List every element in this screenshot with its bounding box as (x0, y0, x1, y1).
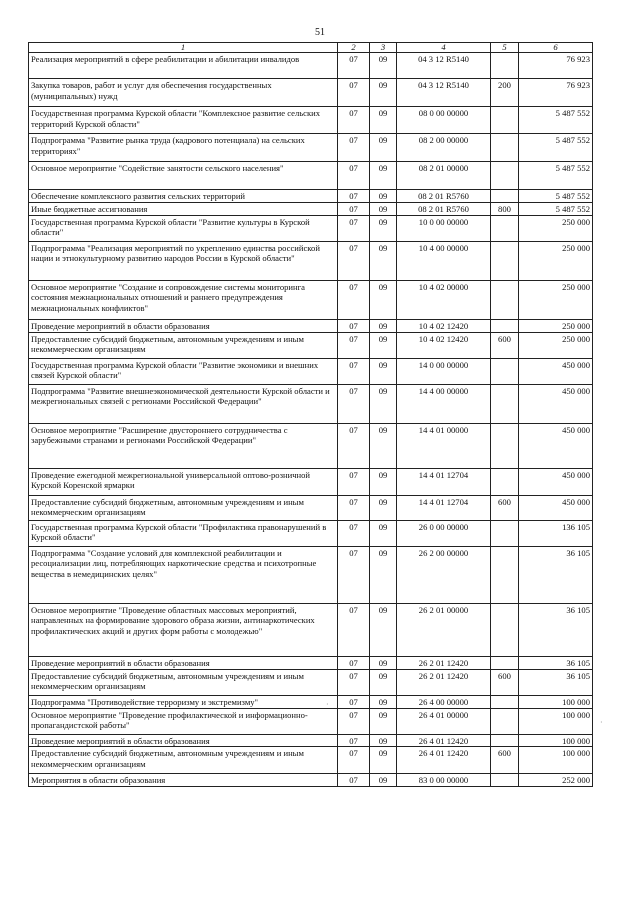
row-sum: 100 000 (519, 734, 593, 747)
row-vr (491, 162, 519, 190)
row-rz: 07 (338, 747, 370, 774)
row-sum: 100 000 (519, 747, 593, 774)
row-name: Мероприятия в области образования (29, 774, 338, 787)
row-csr: 10 0 00 00000 (397, 215, 491, 241)
row-name: Основное мероприятие "Проведение профилактической и информационно-пропагандистской работы" (29, 708, 338, 734)
row-name: Основное мероприятие "Расширение двустороннего сотрудничества с зарубежными странами и регионами Российской Федерации" (29, 423, 338, 468)
row-csr: 10 4 02 12420 (397, 319, 491, 332)
row-csr: 08 0 00 00000 (397, 107, 491, 134)
row-pr: 09 (370, 423, 397, 468)
row-csr: 04 3 12 R5140 (397, 79, 491, 107)
row-vr (491, 708, 519, 734)
row-rz: 07 (338, 603, 370, 656)
table-row (29, 520, 593, 546)
row-csr: 08 2 01 00000 (397, 162, 491, 190)
row-name: Проведение мероприятий в области образования (29, 734, 338, 747)
row-pr: 09 (370, 734, 397, 747)
row-vr (491, 215, 519, 241)
row-csr: 26 4 01 12420 (397, 747, 491, 774)
row-sum: 250 000 (519, 319, 593, 332)
row-rz: 07 (338, 656, 370, 669)
row-csr: 14 4 01 00000 (397, 423, 491, 468)
row-name: Обеспечение комплексного развития сельских территорий (29, 190, 338, 203)
row-rz: 07 (338, 468, 370, 495)
table-row (29, 215, 593, 241)
row-name: Подпрограмма "Развитие внешнеэкономической деятельности Курской области и межрегиональных связей с регионами Российской Федерации" (29, 384, 338, 423)
row-rz: 07 (338, 423, 370, 468)
row-name: Основное мероприятие "Проведение областных массовых мероприятий, направленных на формирование здорового образа жизни, антинаркотических профилактических акций и других форм работы с молодежью" (29, 603, 338, 656)
row-csr: 04 3 12 R5140 (397, 53, 491, 79)
row-pr: 09 (370, 215, 397, 241)
row-name: Иные бюджетные ассигнования (29, 203, 338, 216)
row-csr: 14 4 01 12704 (397, 468, 491, 495)
row-sum: 450 000 (519, 468, 593, 495)
table-row (29, 79, 593, 107)
table-row (29, 134, 593, 162)
row-csr: 26 4 01 12420 (397, 734, 491, 747)
row-name: Проведение ежегодной межрегиональной универсальной оптово-розничной Курской Коренской ярмарки (29, 468, 338, 495)
row-sum: 36 105 (519, 603, 593, 656)
table-row (29, 384, 593, 423)
row-csr: 08 2 01 R5760 (397, 203, 491, 216)
row-vr: 600 (491, 495, 519, 520)
row-rz: 07 (338, 107, 370, 134)
table-row (29, 546, 593, 603)
table-row (29, 241, 593, 280)
row-pr: 09 (370, 53, 397, 79)
page-number: 51 (315, 27, 325, 38)
scan-speck: · (600, 718, 603, 727)
column-header: 4 (397, 43, 491, 53)
row-vr (491, 520, 519, 546)
row-vr (491, 319, 519, 332)
row-rz: 07 (338, 774, 370, 787)
row-sum: 36 105 (519, 546, 593, 603)
column-header: 2 (338, 43, 370, 53)
row-csr: 14 0 00 00000 (397, 358, 491, 384)
row-rz: 07 (338, 190, 370, 203)
row-name: Проведение мероприятий в области образования (29, 319, 338, 332)
row-sum: 450 000 (519, 358, 593, 384)
row-name: Предоставление субсидий бюджетным, автономным учреждениям и иным некоммерческим организациям (29, 332, 338, 358)
row-rz: 07 (338, 332, 370, 358)
row-vr (491, 384, 519, 423)
row-name: Государственная программа Курской области "Комплексное развитие сельских территорий Курской области" (29, 107, 338, 134)
table-row (29, 669, 593, 695)
row-vr (491, 546, 519, 603)
table-row (29, 190, 593, 203)
row-pr: 09 (370, 695, 397, 708)
row-sum: 250 000 (519, 332, 593, 358)
row-name: Подпрограмма "Развитие рынка труда (кадрового потенциала) на сельских территориях" (29, 134, 338, 162)
row-sum: 5 487 552 (519, 134, 593, 162)
row-vr: 600 (491, 747, 519, 774)
row-csr: 26 2 01 12420 (397, 669, 491, 695)
row-pr: 09 (370, 774, 397, 787)
row-sum: 136 105 (519, 520, 593, 546)
row-vr (491, 423, 519, 468)
table-row (29, 423, 593, 468)
row-vr (491, 468, 519, 495)
row-rz: 07 (338, 241, 370, 280)
row-pr: 09 (370, 546, 397, 603)
row-rz: 07 (338, 134, 370, 162)
row-csr: 26 4 01 00000 (397, 708, 491, 734)
row-rz: 07 (338, 203, 370, 216)
column-number-row (29, 43, 593, 53)
row-name: Основное мероприятие "Создание и сопровождение системы мониторинга состояния межнациональных отношений и раннего предупреждения межнациональных конфликтов" (29, 280, 338, 319)
row-pr: 09 (370, 134, 397, 162)
row-sum: 5 487 552 (519, 203, 593, 216)
row-pr: 09 (370, 520, 397, 546)
table-row (29, 708, 593, 734)
row-pr: 09 (370, 468, 397, 495)
row-pr: 09 (370, 384, 397, 423)
row-vr: 800 (491, 203, 519, 216)
row-pr: 09 (370, 495, 397, 520)
row-vr (491, 603, 519, 656)
row-rz: 07 (338, 79, 370, 107)
row-rz: 07 (338, 520, 370, 546)
table-row (29, 774, 593, 787)
row-sum: 252 000 (519, 774, 593, 787)
row-vr (491, 358, 519, 384)
row-pr: 09 (370, 708, 397, 734)
row-name: Проведение мероприятий в области образования (29, 656, 338, 669)
row-sum: 5 487 552 (519, 107, 593, 134)
table-row (29, 332, 593, 358)
row-vr (491, 774, 519, 787)
row-sum: 450 000 (519, 384, 593, 423)
table-row (29, 656, 593, 669)
row-sum: 450 000 (519, 495, 593, 520)
row-sum: 36 105 (519, 669, 593, 695)
row-vr: 600 (491, 332, 519, 358)
scan-speck: · (326, 700, 329, 709)
row-name: Предоставление субсидий бюджетным, автономным учреждениям и иным некоммерческим организациям (29, 495, 338, 520)
budget-table (28, 42, 593, 787)
column-header: 3 (370, 43, 397, 53)
row-pr: 09 (370, 280, 397, 319)
row-sum: 250 000 (519, 215, 593, 241)
row-sum: 450 000 (519, 423, 593, 468)
row-sum: 76 923 (519, 53, 593, 79)
row-vr (491, 241, 519, 280)
row-sum: 76 923 (519, 79, 593, 107)
row-vr (491, 734, 519, 747)
row-name: Государственная программа Курской области "Развитие культуры в Курской области" (29, 215, 338, 241)
table-row (29, 695, 593, 708)
table-row (29, 53, 593, 79)
column-header: 1 (29, 43, 338, 53)
row-csr: 14 4 00 00000 (397, 384, 491, 423)
row-name: Государственная программа Курской области "Развитие экономики и внешних связей Курской области" (29, 358, 338, 384)
table-row (29, 319, 593, 332)
row-rz: 07 (338, 162, 370, 190)
table-row (29, 107, 593, 134)
row-csr: 10 4 00 00000 (397, 241, 491, 280)
table-row (29, 603, 593, 656)
row-pr: 09 (370, 747, 397, 774)
row-name: Подпрограмма "Реализация мероприятий по укреплению единства российской нации и этнокультурному развитию народов России в Курской области" (29, 241, 338, 280)
row-rz: 07 (338, 695, 370, 708)
row-csr: 26 2 01 00000 (397, 603, 491, 656)
row-vr (491, 280, 519, 319)
row-csr: 83 0 00 00000 (397, 774, 491, 787)
table-row (29, 747, 593, 774)
row-rz: 07 (338, 546, 370, 603)
row-csr: 08 2 01 R5760 (397, 190, 491, 203)
row-rz: 07 (338, 495, 370, 520)
row-rz: 07 (338, 319, 370, 332)
row-csr: 26 2 00 00000 (397, 546, 491, 603)
table-row (29, 495, 593, 520)
row-pr: 09 (370, 241, 397, 280)
row-csr: 14 4 01 12704 (397, 495, 491, 520)
table-row (29, 734, 593, 747)
row-vr (491, 107, 519, 134)
row-sum: 5 487 552 (519, 162, 593, 190)
row-name: Подпрограмма "Создание условий для комплексной реабилитации и ресоциализации лиц, потребляющих наркотические средства и психотропные вещества в немедицинских целях" (29, 546, 338, 603)
row-csr: 08 2 00 00000 (397, 134, 491, 162)
row-pr: 09 (370, 669, 397, 695)
row-csr: 26 2 01 12420 (397, 656, 491, 669)
row-csr: 10 4 02 12420 (397, 332, 491, 358)
row-csr: 26 0 00 00000 (397, 520, 491, 546)
row-rz: 07 (338, 53, 370, 79)
row-pr: 09 (370, 319, 397, 332)
row-pr: 09 (370, 656, 397, 669)
row-vr (491, 190, 519, 203)
row-pr: 09 (370, 162, 397, 190)
row-pr: 09 (370, 358, 397, 384)
row-pr: 09 (370, 79, 397, 107)
row-vr (491, 134, 519, 162)
row-name: Закупка товаров, работ и услуг для обеспечения государственных (муниципальных) нужд (29, 79, 338, 107)
table-row (29, 468, 593, 495)
row-csr: 26 4 00 00000 (397, 695, 491, 708)
row-sum: 100 000 (519, 708, 593, 734)
row-pr: 09 (370, 107, 397, 134)
row-sum: 36 105 (519, 656, 593, 669)
column-header: 5 (491, 43, 519, 53)
table-row (29, 358, 593, 384)
row-pr: 09 (370, 603, 397, 656)
row-rz: 07 (338, 384, 370, 423)
row-rz: 07 (338, 358, 370, 384)
table-row (29, 162, 593, 190)
row-vr (491, 695, 519, 708)
row-name: Подпрограмма "Противодействие терроризму и экстремизму" (29, 695, 338, 708)
row-name: Предоставление субсидий бюджетным, автономным учреждениям и иным некоммерческим организациям (29, 747, 338, 774)
row-sum: 5 487 552 (519, 190, 593, 203)
row-rz: 07 (338, 215, 370, 241)
row-vr (491, 53, 519, 79)
table-row (29, 203, 593, 216)
row-rz: 07 (338, 734, 370, 747)
row-rz: 07 (338, 669, 370, 695)
table-row (29, 280, 593, 319)
row-name: Предоставление субсидий бюджетным, автономным учреждениям и иным некоммерческим организациям (29, 669, 338, 695)
row-name: Реализация мероприятий в сфере реабилитации и абилитации инвалидов (29, 53, 338, 79)
row-pr: 09 (370, 190, 397, 203)
row-sum: 100 000 (519, 695, 593, 708)
row-vr (491, 656, 519, 669)
row-name: Основное мероприятие "Содействие занятости сельского населения" (29, 162, 338, 190)
row-rz: 07 (338, 280, 370, 319)
row-rz: 07 (338, 708, 370, 734)
row-vr: 200 (491, 79, 519, 107)
row-csr: 10 4 02 00000 (397, 280, 491, 319)
row-sum: 250 000 (519, 280, 593, 319)
column-header: 6 (519, 43, 593, 53)
row-sum: 250 000 (519, 241, 593, 280)
row-pr: 09 (370, 203, 397, 216)
row-vr: 600 (491, 669, 519, 695)
row-name: Государственная программа Курской области "Профилактика правонарушений в Курской области" (29, 520, 338, 546)
row-pr: 09 (370, 332, 397, 358)
